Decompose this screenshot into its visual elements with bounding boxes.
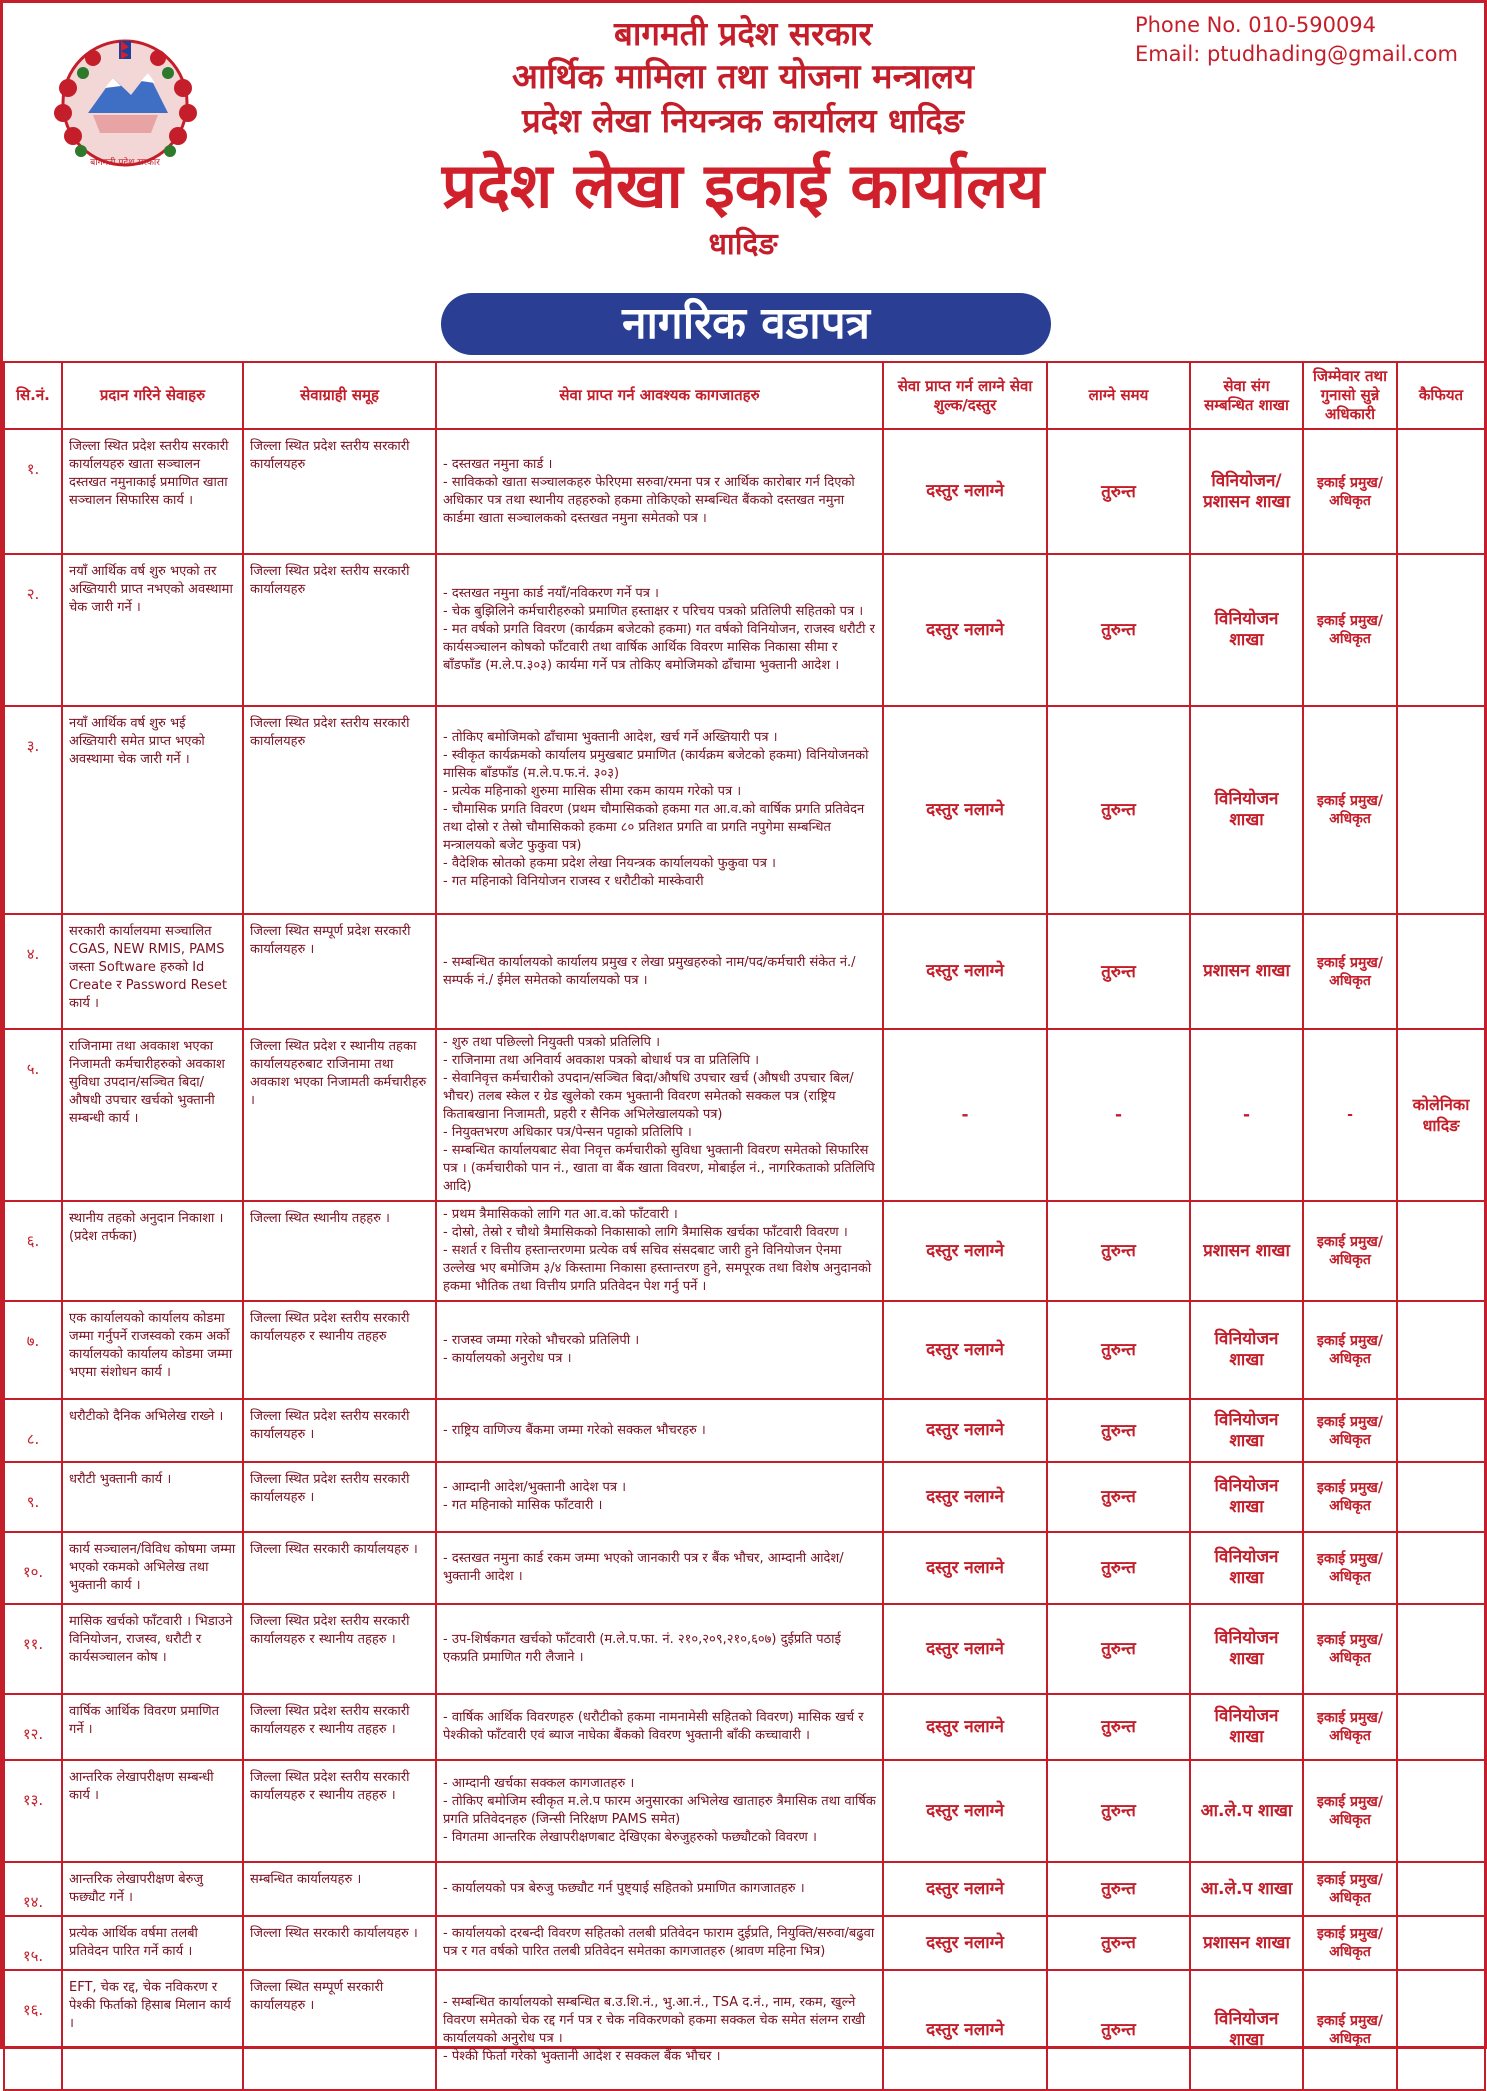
title-block [303,13,1183,265]
serial-number-cell: ४. [4,914,62,1029]
service-cell: एक कार्यालयको कार्यालय कोडमा जम्मा गर्नुपर्ने राजस्वको रकम अर्को कार्यालयको कार्यालय कोडमा जम्मा भएमा संशोधन कार्य । [62,1301,243,1399]
time-cell: तुरुन्त [1047,1862,1190,1916]
documents-cell [436,1301,883,1399]
time-cell: तुरुन्त [1047,1201,1190,1301]
table-row [4,1301,1485,1399]
table-row [4,1760,1485,1862]
time-cell: तुरुन्त [1047,1970,1190,2090]
officer-cell: इकाई प्रमुख/ अधिकृत [1303,1916,1397,1970]
section-cell: विनियोजन शाखा [1190,1604,1303,1694]
officer-cell: इकाई प्रमुख/ अधिकृत [1303,1604,1397,1694]
service-cell: प्रत्येक आर्थिक वर्षमा तलबी प्रतिवेदन पारित गर्ने कार्य । [62,1916,243,1970]
officer-cell: इकाई प्रमुख/ अधिकृत [1303,914,1397,1029]
service-cell: मासिक खर्चको फाँटवारी । भिडाउने विनियोजन, राजस्व, धरौटी र कार्यसञ्चालन कोष । [62,1604,243,1694]
remark-cell [1397,429,1485,554]
service-cell: स्थानीय तहको अनुदान निकाशा । (प्रदेश तर्फका) [62,1201,243,1301]
document-item: - दोस्रो, तेस्रो र चौथो त्रैमासिकको निकासाको लागि त्रैमासिक खर्चका फाँटवारी विवरण । [443,1225,848,1240]
remark-cell [1397,1760,1485,1862]
section-cell: विनियोजन शाखा [1190,1301,1303,1399]
serial-number-cell: १४. [4,1862,62,1916]
table-row [4,1462,1485,1532]
documents-cell [436,1970,883,2090]
document-item: - नियुक्तभरण अधिकार पत्र/पेन्सन पट्टाको प्रतिलिपि । [443,1125,692,1140]
phone-number: Phone No. 010-590094 [1134,13,1377,37]
document-item: - सशर्त र वित्तीय हस्तान्तरणमा प्रत्येक वर्ष सचिव संसदबाट जारी हुने विनियोजन ऐनमा उल्लेख भए बमोजिम ३/४ किस्तामा निकासा हस्तान्तरण हुने, समपूरक तथा विशेष अनुदानको हकमा भौतिक तथा वित्तीय प्रगति प्रतिवेदन पेश गर्नु पर्ने । [443,1243,872,1294]
table-row [4,1970,1485,2090]
section-cell: विनियोजन शाखा [1190,1462,1303,1532]
document-item: - सम्बन्धित कार्यालयबाट सेवा निवृत्त कर्मचारीको सुविधा भुक्तानी विवरण समेतको सिफारिस पत्र । (कर्मचारीको पान नं., खाता वा बैंक खाता विवरण, मोबाईल नं., नागरिकताको प्रतिलिपि आदि) [443,1143,875,1194]
column-header: जिम्मेवार तथा गुनासो सुन्ने अधिकारी [1303,362,1397,429]
email-address: Email: ptudhading@gmail.com [1134,42,1458,66]
client-group-cell: जिल्ला स्थित स्थानीय तहहरु । [243,1201,436,1301]
remark-cell [1397,1970,1485,2090]
section-cell: विनियोजन शाखा [1190,1694,1303,1760]
document-item: - दस्तखत नमुना कार्ड नयाँ/नविकरण गर्ने पत्र । [443,586,659,601]
section-cell: विनियोजन शाखा [1190,554,1303,706]
client-group-cell: जिल्ला स्थित सरकारी कार्यालयहरु । [243,1532,436,1604]
fee-cell: दस्तुर नलाग्ने [883,554,1047,706]
document-item: - राजस्व जम्मा गरेको भौचरको प्रतिलिपी । [443,1333,640,1348]
serial-number-cell: ९. [4,1462,62,1532]
section-cell: विनियोजन शाखा [1190,1970,1303,2090]
documents-cell [436,1604,883,1694]
time-cell: तुरुन्त [1047,1301,1190,1399]
document-item: - सेवानिवृत्त कर्मचारीको उपदान/सञ्चित बिदा/औषधि उपचार खर्च (औषधी उपचार बिल/भौचर) तलब स्केल र ग्रेड खुलेको रकम भुक्तानी विवरण समेतको सक्कल पत्र (राष्ट्रिय किताबखाना निजामती, प्रहरी र सैनिक अभिलेखालयको पत्र) [443,1071,854,1122]
document-item: - राजिनामा तथा अनिवार्य अवकाश पत्रको बोधार्थ पत्र वा प्रतिलिपि । [443,1053,760,1068]
time-cell: तुरुन्त [1047,554,1190,706]
table-body [4,429,1485,2090]
documents-cell [436,1694,883,1760]
section-cell: विनियोजन शाखा [1190,1399,1303,1462]
officer-cell: इकाई प्रमुख/ अधिकृत [1303,1760,1397,1862]
serial-number-cell: १. [4,429,62,554]
document-item: - विगतमा आन्तरिक लेखापरीक्षणबाट देखिएका बेरुजुहरुको फछ्यौटको विवरण । [443,1830,817,1845]
client-group-cell: जिल्ला स्थित सरकारी कार्यालयहरु । [243,1916,436,1970]
citizen-charter-banner: नागरिक वडापत्र [441,293,1051,355]
table-row [4,554,1485,706]
section-cell: आ.ले.प शाखा [1190,1760,1303,1862]
fee-cell: दस्तुर नलाग्ने [883,1301,1047,1399]
district-title: धादिङ [708,227,778,262]
officer-cell: इकाई प्रमुख/ अधिकृत [1303,1301,1397,1399]
document-item: - कार्यालयको अनुरोध पत्र । [443,1351,572,1366]
fee-cell: दस्तुर नलाग्ने [883,1399,1047,1462]
time-cell: तुरुन्त [1047,1760,1190,1862]
column-header: सेवाग्राही समूह [243,362,436,429]
documents-cell [436,706,883,914]
service-cell: कार्य सञ्चालन/विविध कोषमा जम्मा भएको रकमको अभिलेख तथा भुक्तानी कार्य । [62,1532,243,1604]
document-item: - सम्बन्धित कार्यालयको कार्यालय प्रमुख र लेखा प्रमुखहरुको नाम/पद/कर्मचारी संकेत नं./सम्पर्क नं./ ईमेल समेतको कार्यालयको पत्र । [443,954,856,988]
client-group-cell: जिल्ला स्थित प्रदेश स्तरीय सरकारी कार्यालयहरु । [243,1462,436,1532]
table-row [4,1532,1485,1604]
client-group-cell: जिल्ला स्थित प्रदेश स्तरीय सरकारी कार्यालयहरु र स्थानीय तहहरु [243,1301,436,1399]
document-item: - प्रत्येक महिनाको शुरुमा मासिक सीमा रकम कायम गरेको पत्र । [443,784,742,799]
client-group-cell: जिल्ला स्थित सम्पूर्ण प्रदेश सरकारी कार्यालयहरु । [243,914,436,1029]
time-cell: तुरुन्त [1047,1462,1190,1532]
serial-number-cell: १२. [4,1694,62,1760]
remark-cell [1397,1201,1485,1301]
contact-info [1135,11,1458,69]
officer-cell: इकाई प्रमुख/ अधिकृत [1303,706,1397,914]
serial-number-cell: १५. [4,1916,62,1970]
documents-cell [436,1399,883,1462]
time-cell: तुरुन्त [1047,1532,1190,1604]
document-item: - साविकको खाता सञ्चालकहरु फेरिएमा सरुवा/रमना पत्र र आर्थिक कारोबार गर्न दिएको अधिकार पत्र तथा स्थानीय तहहरुको हकमा तोकिएको सम्बन्धित बैंकको दस्तखत नमुना कार्डमा खाता सञ्चालकको दस्तखत नमुना समेतको पत्र । [443,474,855,526]
table-row [4,1029,1485,1201]
client-group-cell: जिल्ला स्थित प्रदेश स्तरीय सरकारी कार्यालयहरु र स्थानीय तहहरु । [243,1760,436,1862]
serial-number-cell: ५. [4,1029,62,1201]
controller-office-title: प्रदेश लेखा नियन्त्रक कार्यालय धादिङ [522,101,964,140]
column-header: सि.नं. [4,362,62,429]
ministry-title: आर्थिक मामिला तथा योजना मन्त्रालय [512,57,974,97]
officer-cell: इकाई प्रमुख/ अधिकृत [1303,554,1397,706]
province-government-title: बागमती प्रदेश सरकार [614,14,872,53]
documents-cell [436,1201,883,1301]
document-item: - आम्दानी आदेश/भुक्तानी आदेश पत्र । [443,1480,627,1495]
service-cell: सरकारी कार्यालयमा सञ्चालित CGAS, NEW RMIS, PAMS जस्ता Software हरुको Id Create र Password Reset कार्य । [62,914,243,1029]
time-cell: - [1047,1029,1190,1201]
document-item: - चौमासिक प्रगति विवरण (प्रथम चौमासिकको हकमा गत आ.व.को वार्षिक प्रगति प्रतिवेदन तथा दोस्रो र तेस्रो चौमासिकको हकमा ८० प्रतिशत प्रगति वा प्रगति नपुगेमा सम्बन्धित मन्त्रालयको बजेट फुकुवा पत्र) [443,802,865,853]
column-header: कैफियत [1397,362,1485,429]
fee-cell: दस्तुर नलाग्ने [883,1760,1047,1862]
documents-cell [436,914,883,1029]
document-item: - दस्तखत नमुना कार्ड । [443,456,553,472]
document-item: - तोकिए बमोजिमको ढाँचामा भुक्तानी आदेश, खर्च गर्ने अख्तियारी पत्र । [443,730,778,745]
column-header: सेवा प्राप्त गर्न आवश्यक कागजातहरु [436,362,883,429]
column-header: लाग्ने समय [1047,362,1190,429]
documents-cell [436,1532,883,1604]
table-row [4,1604,1485,1694]
service-cell: आन्तरिक लेखापरीक्षण सम्बन्धी कार्य । [62,1760,243,1862]
officer-cell: इकाई प्रमुख/ अधिकृत [1303,429,1397,554]
serial-number-cell: ३. [4,706,62,914]
fee-cell: दस्तुर नलाग्ने [883,1201,1047,1301]
table-row [4,706,1485,914]
officer-cell: इकाई प्रमुख/ अधिकृत [1303,1694,1397,1760]
document-item: - कार्यालयको पत्र बेरुजु फछ्यौट गर्न पुष्ट्याई सहितको प्रमाणित कागजातहरु । [443,1881,805,1896]
officer-cell: इकाई प्रमुख/ अधिकृत [1303,1532,1397,1604]
column-header: सेवा प्राप्त गर्न लाग्ने सेवा शुल्क/दस्तुर [883,362,1047,429]
table-row [4,1862,1485,1916]
remark-cell [1397,914,1485,1029]
client-group-cell: जिल्ला स्थित प्रदेश स्तरीय सरकारी कार्यालयहरु [243,706,436,914]
officer-cell: इकाई प्रमुख/ अधिकृत [1303,1862,1397,1916]
client-group-cell: जिल्ला स्थित प्रदेश स्तरीय सरकारी कार्यालयहरु र स्थानीय तहहरु । [243,1694,436,1760]
section-cell: - [1190,1029,1303,1201]
time-cell: तुरुन्त [1047,1916,1190,1970]
documents-cell [436,1916,883,1970]
service-cell: वार्षिक आर्थिक विवरण प्रमाणित गर्ने । [62,1694,243,1760]
citizen-charter-table [3,361,1486,2091]
document-item: - शुरु तथा पछिल्लो नियुक्ती पत्रको प्रतिलिपि । [443,1035,661,1050]
officer-cell: इकाई प्रमुख/ अधिकृत [1303,1201,1397,1301]
client-group-cell: जिल्ला स्थित प्रदेश स्तरीय सरकारी कार्यालयहरु [243,554,436,706]
table-row [4,1916,1485,1970]
officer-cell: इकाई प्रमुख/ अधिकृत [1303,1970,1397,2090]
time-cell: तुरुन्त [1047,1604,1190,1694]
remark-cell [1397,1862,1485,1916]
fee-cell: दस्तुर नलाग्ने [883,429,1047,554]
section-cell: प्रशासन शाखा [1190,1916,1303,1970]
time-cell: तुरुन्त [1047,914,1190,1029]
document-item: - चेक बुझिलिने कर्मचारीहरुको प्रमाणित हस्ताक्षर र परिचय पत्रको प्रतिलिपी सहितको पत्र । [443,604,864,619]
document-item: - सम्बन्धित कार्यालयको सम्बन्धित ब.उ.शि.नं., भु.आ.नं., TSA द.नं., नाम, रकम, खुल्ने विवरण समेतको चेक रद्द गर्न पत्र र चेक नविकरणको हकमा सक्कल चेक समेत संलग्न राखी कार्यालयको अनुरोध पत्र । [443,1995,866,2046]
service-cell: आन्तरिक लेखापरीक्षण बेरुजु फछ्यौट गर्ने । [62,1862,243,1916]
column-header: सेवा संग सम्बन्धित शाखा [1190,362,1303,429]
document-item: - प्रथम त्रैमासिकको लागि गत आ.व.को फाँटवारी । [443,1207,678,1222]
table-row [4,914,1485,1029]
time-cell: तुरुन्त [1047,429,1190,554]
table-header-row [4,362,1485,429]
remark-cell [1397,1462,1485,1532]
serial-number-cell: ८. [4,1399,62,1462]
fee-cell: दस्तुर नलाग्ने [883,1604,1047,1694]
officer-cell: इकाई प्रमुख/ अधिकृत [1303,1462,1397,1532]
documents-cell [436,1029,883,1201]
officer-cell: - [1303,1029,1397,1201]
service-cell: धरौटीको दैनिक अभिलेख राख्ने । [62,1399,243,1462]
document-item: - वैदेशिक स्रोतको हकमा प्रदेश लेखा नियन्त्रक कार्यालयको फुकुवा पत्र । [443,856,776,871]
time-cell: तुरुन्त [1047,706,1190,914]
service-cell: धरौटी भुक्तानी कार्य । [62,1462,243,1532]
remark-cell [1397,554,1485,706]
document-item: - उप-शिर्षकगत खर्चको फाँटवारी (म.ले.प.फा. नं. २१०,२०९,२१०,६०७) दुईप्रति पठाई एकप्रति प्रमाणित गरी लैजाने । [443,1632,841,1665]
service-cell: नयाँ आर्थिक वर्ष शुरु भएको तर अख्तियारी प्राप्त नभएको अवस्थामा चेक जारी गर्ने । [62,554,243,706]
service-cell: नयाँ आर्थिक वर्ष शुरु भई अख्तियारी समेत प्राप्त भएको अवस्थामा चेक जारी गर्ने । [62,706,243,914]
document-item: - कार्यालयको दरबन्दी विवरण सहितको तलबी प्रतिवेदन फाराम दुईप्रति, नियुक्ति/सरुवा/बढुवा पत्र र गत वर्षको पारित तलबी प्रतिवेदन समेतका कागजातहरु (श्रावण महिना भित्र) [443,1926,875,1959]
client-group-cell: सम्बन्धित कार्यालयहरु । [243,1862,436,1916]
document-item: - स्वीकृत कार्यक्रमको कार्यालय प्रमुखबाट प्रमाणित (कार्यक्रम बजेटको हकमा) विनियोजनको मासिक बाँडफाँड (म.ले.प.फ.नं. ३०३) [443,748,869,781]
column-header: प्रदान गरिने सेवाहरु [62,362,243,429]
remark-cell [1397,1399,1485,1462]
serial-number-cell: ६. [4,1201,62,1301]
fee-cell: दस्तुर नलाग्ने [883,706,1047,914]
remark-cell [1397,1694,1485,1760]
serial-number-cell: ७. [4,1301,62,1399]
section-cell: प्रशासन शाखा [1190,1201,1303,1301]
fee-cell: दस्तुर नलाग्ने [883,1532,1047,1604]
document-item: - आम्दानी खर्चका सक्कल कागजातहरु । [443,1776,635,1791]
table-row [4,1201,1485,1301]
section-cell: विनियोजन शाखा [1190,706,1303,914]
fee-cell: दस्तुर नलाग्ने [883,1462,1047,1532]
serial-number-cell: १३. [4,1760,62,1862]
serial-number-cell: २. [4,554,62,706]
serial-number-cell: १०. [4,1532,62,1604]
client-group-cell: जिल्ला स्थित प्रदेश स्तरीय सरकारी कार्यालयहरु । [243,1399,436,1462]
remark-cell [1397,1604,1485,1694]
remark-cell [1397,1532,1485,1604]
remark-cell: कोलेनिका धादिङ [1397,1029,1485,1201]
client-group-cell: जिल्ला स्थित प्रदेश स्तरीय सरकारी कार्यालयहरु [243,429,436,554]
document-item: - तोकिए बमोजिम स्वीकृत म.ले.प फारम अनुसारका अभिलेख खाताहरु त्रैमासिक तथा वार्षिक प्रगति प्रतिवेदनहरु (जिन्सी निरिक्षण PAMS समेत) [443,1794,876,1827]
document-item: - गत महिनाको विनियोजन राजस्व र धरौटीको मास्केवारी [443,874,704,889]
header [3,3,1484,360]
section-cell: प्रशासन शाखा [1190,914,1303,1029]
section-cell: आ.ले.प शाखा [1190,1862,1303,1916]
documents-cell [436,1760,883,1862]
government-emblem-icon [33,33,218,173]
table-row [4,1399,1485,1462]
section-cell: विनियोजन/ प्रशासन शाखा [1190,429,1303,554]
time-cell: तुरुन्त [1047,1399,1190,1462]
document-item: - पेश्की फिर्ता गरेको भुक्तानी आदेश र सक्कल बैंक भौचर । [443,2049,721,2064]
service-cell: राजिनामा तथा अवकाश भएका निजामती कर्मचारीहरुको अवकाश सुविधा उपदान/सञ्चित बिदा/ औषधी उपचार खर्चको भुक्तानी सम्बन्धी कार्य । [62,1029,243,1201]
document-item: - गत महिनाको मासिक फाँटवारी । [443,1498,603,1513]
remark-cell [1397,1916,1485,1970]
fee-cell: दस्तुर नलाग्ने [883,1970,1047,2090]
service-cell: EFT, चेक रद्द, चेक नविकरण र पेश्की फिर्ताको हिसाब मिलान कार्य । [62,1970,243,2090]
remark-cell [1397,1301,1485,1399]
service-cell: जिल्ला स्थित प्रदेश स्तरीय सरकारी कार्यालयहरु खाता सञ्चालन दस्तखत नमुनाकाई प्रमाणित खाता सञ्चालन सिफारिस कार्य । [62,429,243,554]
documents-cell [436,554,883,706]
remark-cell [1397,706,1485,914]
office-title: प्रदेश लेखा इकाई कार्यालय [441,149,1045,222]
documents-cell [436,429,883,554]
emblem-caption: बागमती प्रदेश सरकार [90,158,160,168]
fee-cell: दस्तुर नलाग्ने [883,914,1047,1029]
document-item: - राष्ट्रिय वाणिज्य बैंकमा जम्मा गरेको सक्कल भौचरहरु । [443,1422,706,1438]
table-row [4,429,1485,554]
documents-cell [436,1462,883,1532]
client-group-cell: जिल्ला स्थित प्रदेश स्तरीय सरकारी कार्यालयहरु र स्थानीय तहहरु । [243,1604,436,1694]
client-group-cell: जिल्ला स्थित सम्पूर्ण सरकारी कार्यालयहरु । [243,1970,436,2090]
fee-cell: - [883,1029,1047,1201]
table-row [4,1694,1485,1760]
serial-number-cell: ११. [4,1604,62,1694]
fee-cell: दस्तुर नलाग्ने [883,1862,1047,1916]
serial-number-cell: १६. [4,1970,62,2090]
documents-cell [436,1862,883,1916]
fee-cell: दस्तुर नलाग्ने [883,1694,1047,1760]
time-cell: तुरुन्त [1047,1694,1190,1760]
officer-cell: इकाई प्रमुख/ अधिकृत [1303,1399,1397,1462]
fee-cell: दस्तुर नलाग्ने [883,1916,1047,1970]
section-cell: विनियोजन शाखा [1190,1532,1303,1604]
document-item: - वार्षिक आर्थिक विवरणहरु (धरौटीको हकमा नामनामेसी सहितको विवरण) मासिक खर्च र पेश्कीको फाँटवारी एवं ब्याज नाघेका बैंकको विवरण भुक्तानी बाँकी कच्चावारी । [443,1710,864,1743]
client-group-cell: जिल्ला स्थित प्रदेश र स्थानीय तहका कार्यालयहरुबाट राजिनामा तथा अवकाश भएका निजामती कर्मचारीहरु । [243,1029,436,1201]
document-item: - दस्तखत नमुना कार्ड रकम जम्मा भएको जानकारी पत्र र बैंक भौचर, आम्दानी आदेश/भुक्तानी आदेश । [443,1551,844,1584]
document-item: - मत वर्षको प्रगति विवरण (कार्यक्रम बजेटको हकमा) गत वर्षको विनियोजन, राजस्व धरौटी र कार्यसञ्चालन कोषको फाँटवारी तथा वार्षिक आर्थिक विवरण मासिक निकासा सीमा र बाँडफाँड (म.ले.प.३०३) कार्यमा गर्ने पत्र तोकिए बमोजिमको ढाँचामा भुक्तानी आदेश । [443,622,875,673]
